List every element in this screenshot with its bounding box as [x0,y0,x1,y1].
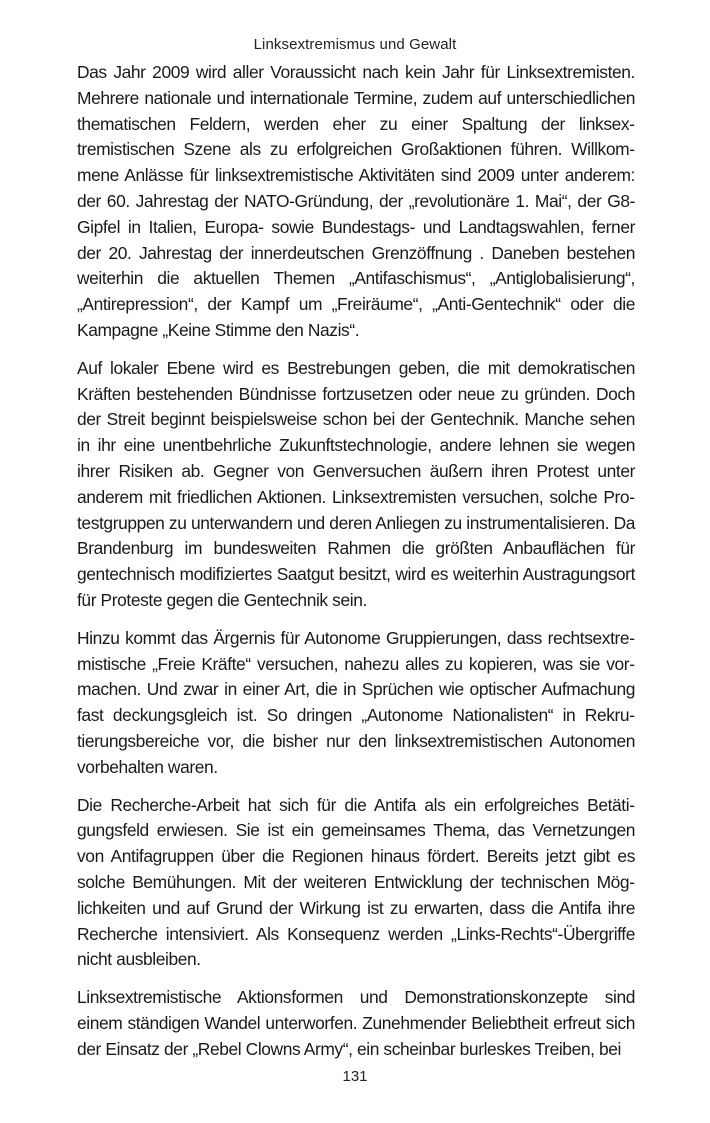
paragraph-3: Hinzu kommt das Ärgernis für Autonome Gruppierungen, dass rechtsextremistische „Freie Kräfte“ versuchen, nahezu alles zu kopieren, was sie vormachen. Und zwar in einer Art, die in Sprüchen wie optischer Aufmachung fast deckungsgleich ist. So dringen „Autonome Nationalisten“ in Rekrutierungsbereiche vor, die bisher nur den linksextremistischen Autonomen vorbehalten waren. [77,627,635,777]
paragraph-2: Auf lokaler Ebene wird es Bestrebungen geben, die mit demokratischen Kräften bestehenden Bündnisse fortzusetzen oder neue zu gründen. Doch der Streit beginnt beispielsweise schon bei der Gentechnik. Manche sehen in ihr eine unentbehrliche Zukunftstechnologie, andere lehnen sie wegen ihrer Risiken ab. Gegner von Genversuchen äußern ihren Protest unter anderem mit friedlichen Aktionen. Linksextremisten versuchen, solche Protestgruppen zu unterwandern und deren Anliegen zu instrumentalisieren. Da Brandenburg im bundesweiten Rahmen die größten Anbauflächen für gentechnisch modifiziertes Saatgut besitzt, wird es weiterhin Austragungsort für Proteste gegen die Gentechnik sein. [77,357,635,610]
page-number: 131 [342,1068,368,1085]
running-header-title: Linksextremismus und Gewalt [253,36,457,53]
body-text [77,60,635,1074]
paragraph-5: Linksextremistische Aktionsformen und Demonstrationskonzepte sind einem ständigen Wandel unterworfen. Zunehmender Beliebtheit erfreut sich der Einsatz der „Rebel Clowns Army“, ein scheinbar burleskes Treiben, bei [77,987,635,1059]
paragraph-4: Die Recherche-Arbeit hat sich für die Antifa als ein erfolgreiches Betätigungsfeld erwiesen. Sie ist ein gemeinsames Thema, das Vernetzungen von Antifagruppen über die Regionen hinaus fördert. Bereits jetzt gibt es solche Bemühungen. Mit der weiteren Entwicklung der technischen Möglichkeiten und auf Grund der Wirkung ist zu erwarten, dass die Antifa ihre Recherche intensiviert. Als Konsequenz werden „Links-Rechts“-Übergriffe nicht ausbleiben. [77,794,635,970]
paragraph-1: Das Jahr 2009 wird aller Voraussicht nach kein Jahr für Linksextremisten. Mehrere nationale und internationale Termine, zudem auf unterschiedlichen thematischen Feldern, werden eher zu einer Spaltung der linksextremistischen Szene als zu erfolgreichen Großaktionen führen. Willkommene Anlässe für linksextremistische Aktivitäten sind 2009 unter anderem: der 60. Jahrestag der NATO-Gründung, der „revolutionäre 1. Mai“, der G8-Gipfel in Italien, Europa- sowie Bundestags- und Landtagswahlen, ferner der 20. Jahrestag der innerdeutschen Grenzöffnung . Daneben bestehen weiterhin die aktuellen Themen „Antifaschismus“, „Antiglobalisierung“, „Antirepression“, der Kampf um „Freiräume“, „Anti-Gentechnik“ oder die Kampagne „Keine Stimme den Nazis“. [77,62,635,340]
